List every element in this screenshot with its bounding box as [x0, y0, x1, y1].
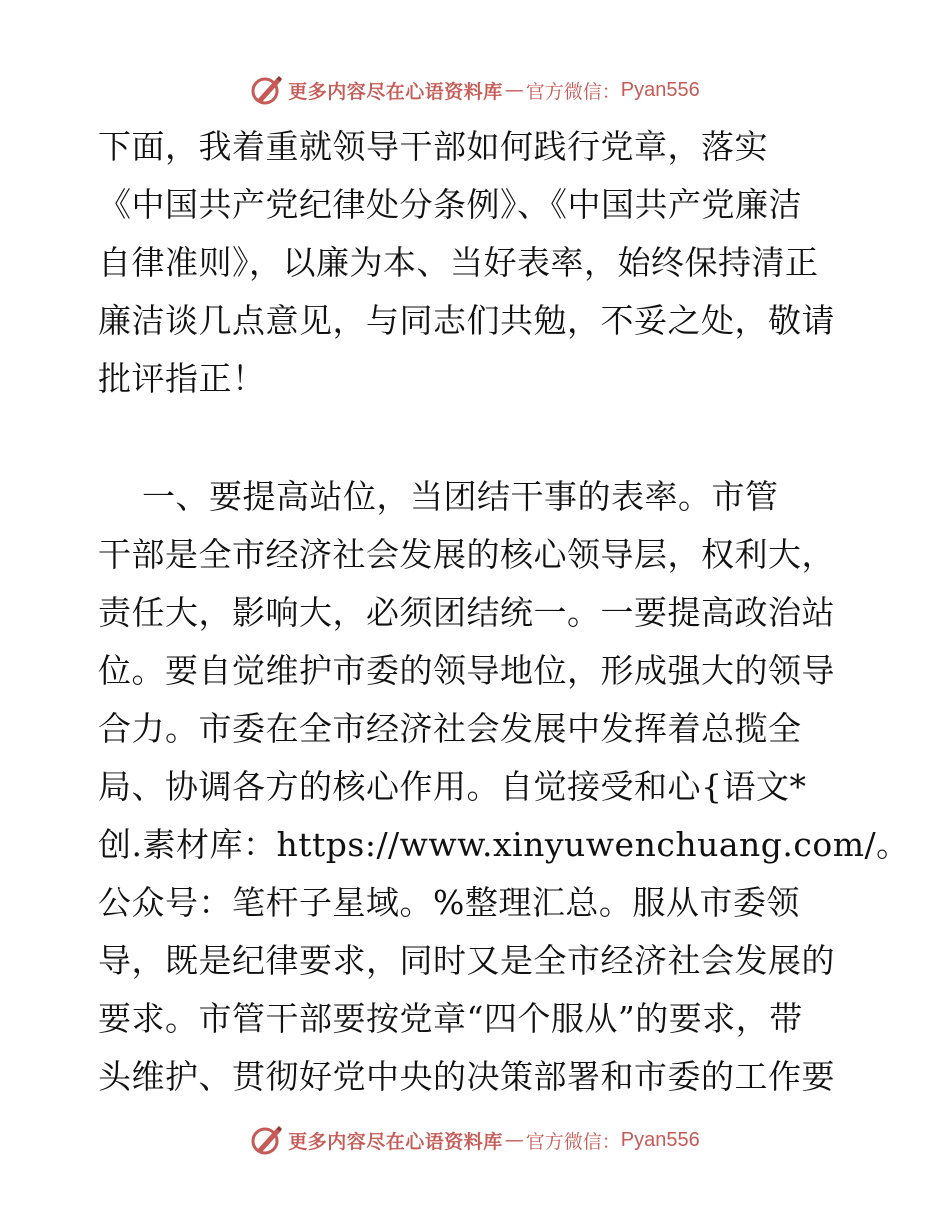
banner-wechat-id: Pyan556: [620, 78, 700, 101]
paragraph-gap: [98, 408, 858, 468]
text-line: 干部是全市经济社会发展的核心领导层，权利大，: [98, 535, 835, 574]
text-line: 要求。市管干部要按党章“四个服从”的要求，带: [98, 999, 803, 1038]
text-line: 公众号：笔杆子星域。%整理汇总。服从市委领: [98, 883, 800, 922]
banner-separator: —: [504, 1129, 524, 1151]
text-line: 一、要提高站位，当团结干事的表率。市管: [98, 477, 779, 516]
paragraph-section-one: [98, 468, 910, 1106]
banner-wechat-label: 官方微信：: [525, 1130, 621, 1153]
text-line: 《中国共产党纪律处分条例》、《中国共产党廉洁: [98, 185, 802, 224]
text-line: 位。要自觉维护市委的领导地位，形成强大的领导: [98, 651, 835, 690]
banner-title: 更多内容尽在心语资料库: [288, 80, 503, 103]
banner-wechat-id: Pyan556: [620, 1128, 700, 1151]
text-line: 廉洁谈几点意见，与同志们共勉，不妥之处，敬请: [98, 301, 835, 340]
header-banner: [0, 70, 950, 110]
text-line: 责任大，影响大，必须团结统一。一要提高政治站: [98, 593, 835, 632]
banner-separator: —: [504, 79, 524, 101]
text-line: 合力。市委在全市经济社会发展中发挥着总揽全: [98, 709, 802, 748]
text-line: 自律准则》，以廉为本、当好表率，始终保持清正: [98, 243, 819, 282]
text-line: 批评指正！: [98, 359, 266, 398]
banner-title: 更多内容尽在心语资料库: [288, 1130, 503, 1153]
text-line: 导，既是纪律要求，同时又是全市经济社会发展的: [98, 941, 835, 980]
document-body: [98, 118, 910, 1106]
footer-banner: [0, 1120, 950, 1160]
text-line: 头维护、贯彻好党中央的决策部署和市委的工作要: [98, 1057, 835, 1096]
pen-logo-icon: [250, 73, 284, 107]
text-line-url: 创.素材库：https://www.xinyuwenchuang.com/。: [98, 825, 910, 864]
pen-logo-icon: [250, 1123, 284, 1157]
text-line: 下面，我着重就领导干部如何践行党章，落实: [98, 127, 768, 166]
banner-wechat-label: 官方微信：: [525, 80, 621, 103]
text-line: 局、协调各方的核心作用。自觉接受和心{语文*: [98, 767, 807, 806]
paragraph-intro: [98, 118, 858, 408]
